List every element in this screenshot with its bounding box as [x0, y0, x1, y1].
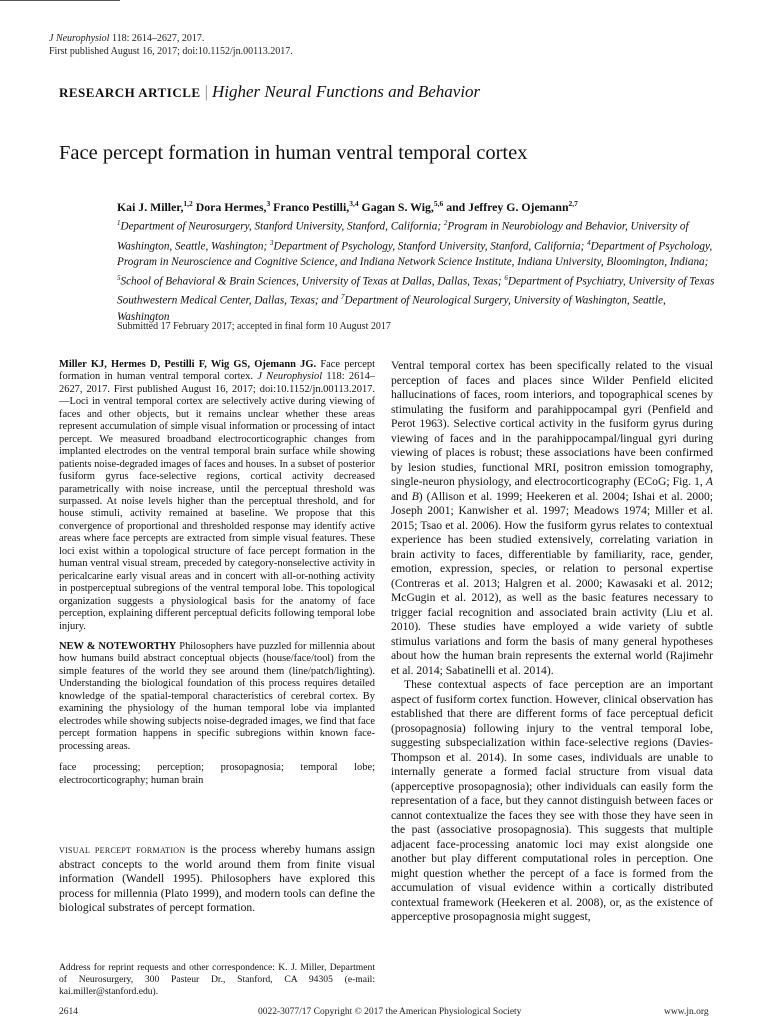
article-title: Face percept formation in human ventral temporal cortex [59, 142, 528, 164]
author-affiliation-ref: 3,4 [349, 199, 359, 208]
affiliation-text: Department of Psychology, Program in Neuroscience and Cognitive Science, and Indiana Network Science Institute, Indiana University, Bloomington, Indiana; [117, 240, 713, 269]
figure-panel-ref: A [705, 475, 713, 488]
body-text: ) (Allison et al. 1999; Heekeren et al. 2004; Ishai et al. 2000; Joseph 2001; Kanwisher et al. 1997; Meadows 1974; Miller et al. 2015; Tsao et al. 2006). How the fusiform gyrus relates to contextual experience has been studied extensively, correlating variation in brain activity to faces, differentiable by familiarity, race, gender, emotion, expression, species, or relation to personal expertise (Contreras et al. 2013; Halgren et al. 2000; Kawasaki et al. 2012; McGugin et al. 2012), as well as the basic features necessary to trigger facial recognition and associated brain activity (Liu et al. 2010). These studies have employed a wide variety of subtle stimulus variations and form the basis of many general hypotheses about how the human brain represents the external world (Rajimehr et al. 2014; Sabatinelli et al. 2014). [391, 489, 714, 677]
new-noteworthy [59, 641, 375, 753]
author-name: and Jeffrey G. Ojemann [443, 199, 569, 214]
author-affiliation-ref: 1,2 [183, 199, 193, 208]
affiliation-number: 4 [587, 238, 591, 247]
abstract-citation-title: Face percept formation in human ventral temporal cortex. [59, 359, 375, 383]
journal-name: J Neurophysiol [49, 33, 110, 44]
author-name: Kai J. Miller, [117, 199, 184, 214]
affiliations [117, 216, 717, 326]
body-text: and [391, 489, 412, 503]
article-category: Higher Neural Functions and Behavior [211, 82, 481, 101]
author-affiliation-ref: 2,7 [568, 199, 578, 208]
abstract-citation-journal: J Neurophysiol [257, 371, 323, 383]
footnote-rule [0, 0, 120, 1]
affiliation-number: 7 [340, 293, 345, 302]
abstract-column [59, 359, 375, 787]
article-type: RESEARCH ARTICLE [59, 85, 201, 100]
author-name: Franco Pestilli, [270, 199, 350, 214]
journal-url: www.jn.org [664, 1007, 709, 1017]
affiliation-text: Department of Psychology, Stanford University, Stanford, California; [273, 240, 588, 253]
affiliation-text: Program in Neurobiology and Behavior, University of Washington, Seattle, Washington; [117, 220, 689, 253]
keywords: face processing; perception; prosopagnosia; temporal lobe; electrocorticography; human brain [59, 762, 375, 786]
abstract-citation-authors: Miller KJ, Hermes D, Pestilli F, Wig GS, Ojemann JG. [59, 359, 317, 370]
author-name: Dora Hermes, [192, 199, 267, 214]
affiliation-text: Department of Psychiatry, University of Texas Southwestern Medical Center, Dallas, Texas; and [117, 275, 715, 308]
affiliation-text: Department of Neurosurgery, Stanford University, Stanford, California; [120, 220, 444, 233]
affiliation-number: 2 [443, 219, 448, 227]
author-affiliation-ref: 3 [266, 199, 271, 208]
first-published: First published August 16, 2017; doi:10.1152/jn.00113.2017. [49, 46, 293, 57]
body-column-right [391, 359, 713, 925]
figure-panel-ref: B [411, 489, 419, 503]
body-text: Ventral temporal cortex has been specifically related to the visual perception of faces and places since Wilder Penfield elicited hallucinations of faces, room interiors, and topographical scenes by stimulating the fusiform and parahippocampal gyri (Penfield and Perot 1963). Selective cortical activity in the fusiform gyrus during viewing of faces and in the parahippocampal/lingual gyri during viewing of places is robust; these associations have been confirmed by lesion studies, functional MRI, positron emission tomography, single-neuron physiology, and electrocorticography (ECoG; Fig. 1, [391, 359, 713, 488]
abstract [59, 359, 375, 633]
journal-citation [49, 32, 293, 58]
noteworthy-label: NEW & NOTEWORTHY [59, 640, 177, 652]
section-separator: | [204, 82, 208, 101]
intro-body: is the process whereby humans assign abstract concepts to the world around them from finite visual information (Wandell 1995). Philosophers have explored this process for millennia (Plato 1999), and modern tools can define the biological substrates of percept formation. [59, 843, 376, 914]
journal-volume: 118: 2614–2627, 2017. [109, 33, 205, 44]
affiliation-text: Department of Neurological Surgery, University of Washington, Seattle, Washington [117, 295, 666, 323]
author-affiliation-ref: 5,6 [433, 199, 444, 208]
abstract-body: 118: 2614–2627, 2017. First published August 16, 2017; doi:10.1152/jn.00113.2017.—Loci in ventral temporal cortex are selectively active during viewing of faces and other objects, but it remains unclear whether these areas represent accumulation of simple visual information or processing of intact percept. We measured broadband electrocorticographic changes from implanted electrodes on the ventral temporal brain surface while showing patients noise-degraded images of faces and houses. In a subset of posterior fusiform gyrus face-selective regions, cortical activity decreased parametrically with noise increase, until the perceptual threshold was surpassed. At noise levels higher than the perceptual threshold, and for house stimuli, activity remained at baseline. We propose that this convergence of proportional and thresholded response may identify active areas where face percepts are extracted from simple visual features. These loci exist within a topological structure of face percept formation in the human ventral visual stream, preceded by category-nonselective activity in pericalcarine early visual areas and in concert with all-or-nothing activity in postperceptual subregions of the ventral temporal lobe. This topological organization suggests a physiological basis for the anatomy of face perception, explaining different perceptual deficits following temporal lobe injury. [59, 371, 376, 632]
intro-lead: visual percept formation [59, 844, 186, 856]
affiliation-number: 5 [117, 273, 121, 282]
introduction-opening [59, 843, 375, 916]
body-paragraph: These contextual aspects of face perception are an important aspect of fusiform cortex function. However, clinical observation has established that there are different forms of face perceptual deficit (prosopagnosia) following injury to the ventral temporal lobe, suggesting subspecialization within face-selective regions (Davies-Thompson et al. 2014). In some cases, individuals are unable to internally generate a formed facial structure from visual data (apperceptive prosopagnosia); other individuals can easily form the representation of a face, but they cannot distinguish between faces or cannot contextualize the faces they see with those they have seen in the past (associative prosopagnosia). This suggests that multiple adjacent face-processing anatomic loci may exist alongside one another but play different computational roles in perception. One might question whether the percept of a face is formed from the accumulation of visual evidence within a cortically distributed contextual framework (Heekeren et al. 2008), or, as the existence of apperceptive prosopagnosia might suggest, [391, 678, 713, 923]
affiliation-number: 6 [504, 273, 508, 282]
section-heading [59, 82, 480, 102]
affiliation-number: 3 [270, 238, 274, 247]
affiliation-text: School of Behavioral & Brain Sciences, University of Texas at Dallas, Dallas, Texas; [120, 275, 505, 288]
affiliation-number: 1 [117, 219, 121, 227]
noteworthy-body: Philosophers have puzzled for millennia about how humans build abstract conceptual objects (house/face/tool) from the simple features of the world they see around them (line/patch/lighting). Understanding the biological foundation of this process requires detailed knowledge of the spatial-temporal characteristics of cerebral cortex. By examining the physiology of the human temporal lobe via implanted electrodes while showing subjects noise-degraded images, we find that face percept formation happens in specific subregions within known face-processing areas. [59, 640, 375, 752]
page-number: 2614 [59, 1007, 78, 1017]
author-name: Gagan S. Wig, [358, 199, 434, 214]
copyright-line: 0022-3077/17 Copyright © 2017 the American Physiological Society [258, 1007, 522, 1017]
body-paragraph [391, 359, 713, 678]
correspondence-footnote: Address for reprint requests and other correspondence: K. J. Miller, Department of Neurosurgery, 300 Pasteur Dr., Stanford, CA 94305 (e-mail: kai.miller@stanford.edu). [59, 962, 375, 997]
author-list [117, 199, 578, 215]
submission-dates: Submitted 17 February 2017; accepted in final form 10 August 2017 [117, 321, 391, 332]
